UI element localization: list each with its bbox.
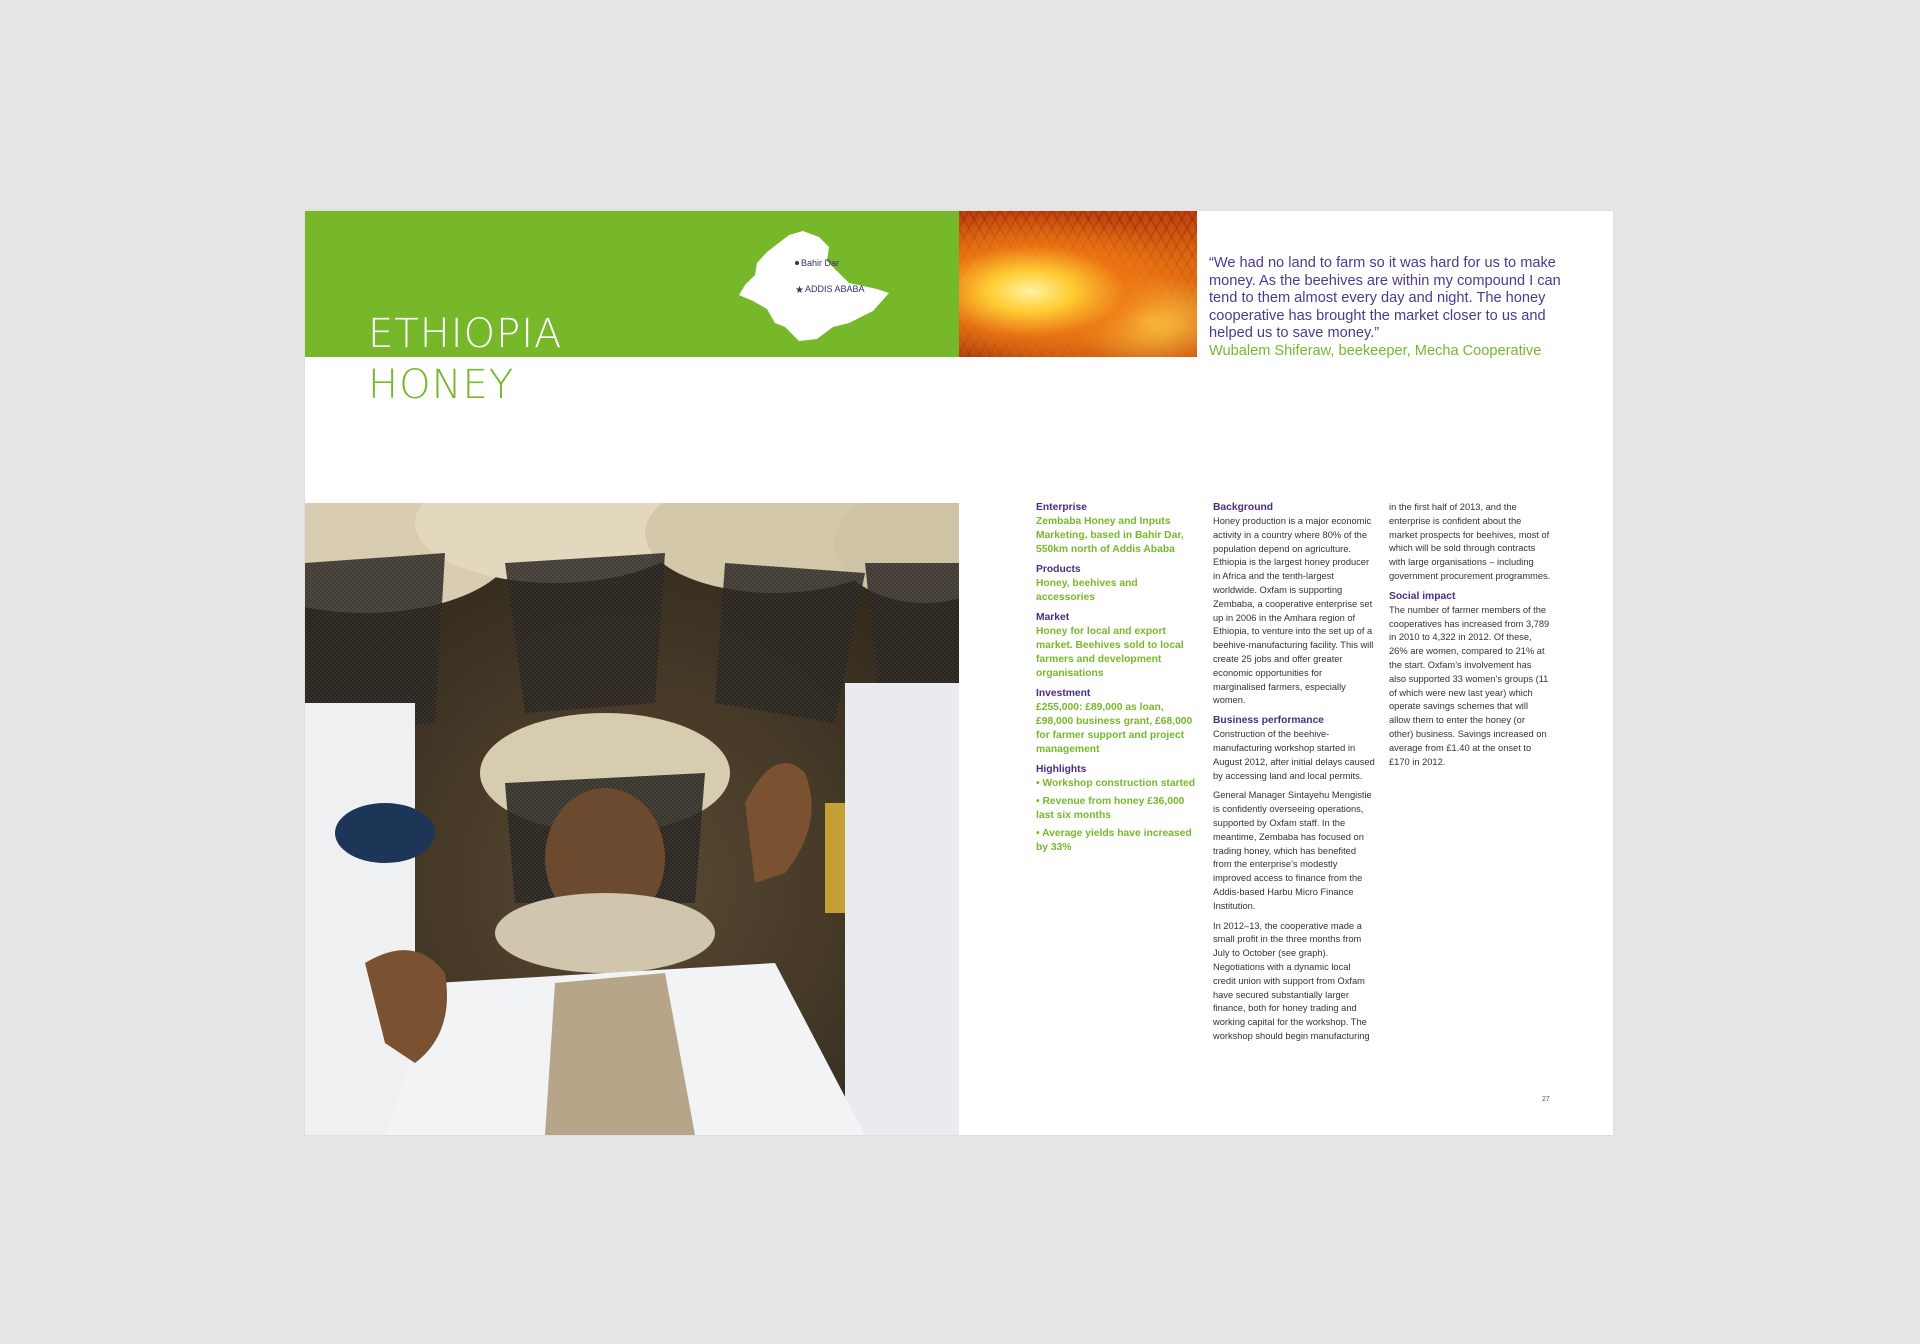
brochure-spread [305, 211, 1613, 1135]
performance-paragraph: General Manager Sintayehu Mengistie is confidently overseeing operations, supported by Oxfam staff. In the meantime, Zembaba has focused on trading honey, which has benefited from the enterprise’s modestly improved access to finance from the Addis-based Harbu Micro Finance Institution. [1213, 790, 1372, 911]
enterprise-heading: Enterprise [1036, 502, 1087, 513]
bahir-dar-dot-icon [795, 261, 799, 265]
highlight-item: • Revenue from honey £36,000 last six months [1036, 796, 1185, 821]
products-text: Honey, beehives and accessories [1036, 578, 1138, 603]
body-column-1 [1213, 501, 1375, 1050]
investment-heading: Investment [1036, 688, 1091, 699]
quote-text: “We had no land to farm so it was hard for us to make money. As the beehives are within my compound I can tend to them almost every day and night. The honey cooperative has brought the market closer to us and helped us to save money.” [1209, 255, 1561, 342]
market-text: Honey for local and export market. Beehives sold to local farmers and development organisations [1036, 626, 1184, 679]
quote-attribution: Wubalem Shiferaw, beekeeper, Mecha Cooperative [1209, 342, 1542, 359]
investment-text: £255,000: £89,000 as loan, £98,000 business grant, £68,000 for farmer support and project management [1036, 702, 1193, 755]
title-product: HONEY [368, 362, 515, 408]
background-text: Honey production is a major economic activity in a country where 80% of the population depend on agriculture. Ethiopia is the largest honey producer in Africa and the tenth-largest worldwide. Oxfam is supporting Zembaba, a cooperative enterprise set up in 2006 in the Amhara region of Ethiopia, to venture into the set up of a beehive-manufacturing facility. This will create 25 jobs and offer greater economic opportunities for marginalised farmers, especially women. [1213, 516, 1374, 706]
pull-quote [1209, 255, 1579, 361]
performance-paragraph: Construction of the beehive-manufacturing workshop started in August 2012, after initial delays caused by accessing land and local permits. [1213, 729, 1375, 781]
map-label-addis-ababa: ADDIS ABABA [805, 284, 865, 294]
beekeepers-photo [305, 503, 959, 1135]
title-country: ETHIOPIA [368, 311, 563, 357]
enterprise-text: Zembaba Honey and Inputs Marketing, based in Bahir Dar, 550km north of Addis Ababa [1036, 516, 1184, 555]
page-number: 27 [1542, 1096, 1550, 1103]
continued-text: in the first half of 2013, and the enterprise is confident about the market prospects for beehives, most of which will be sold through contracts with large organisations – including government procurement programmes. [1389, 502, 1551, 581]
capital-star-icon: ★ [795, 285, 804, 296]
map-label-bahir-dar: Bahir Dar [801, 258, 840, 268]
impact-text: The number of farmer members of the cooperatives has increased from 3,789 in 2010 to 4,322 in 2012. Of these, 26% are women, compared to 21% at the start. Oxfam’s involvement has also supported 33 women’s groups (11 of which were new last year) which operate savings schemes that will allow them to enter the honey (or other) business. Savings increased on average from £1.40 at the onset to £170 in 2012. [1389, 604, 1550, 767]
honeycomb-photo [959, 211, 1197, 357]
body-column-2 [1389, 501, 1551, 775]
highlights-heading: Highlights [1036, 764, 1087, 775]
page-title [368, 309, 562, 411]
highlight-item: • Workshop construction started [1036, 778, 1196, 789]
highlight-item: • Average yields have increased by 33% [1036, 828, 1192, 853]
performance-heading: Business performance [1213, 715, 1325, 727]
impact-heading: Social impact [1389, 590, 1456, 602]
performance-paragraph: In 2012–13, the cooperative made a small profit in the three months from July to October (see graph). Negotiations with a dynamic local credit union with support from Oxfam have secured substantially larger finance, both for honey trading and working capital for the workshop. The workshop should begin manufacturing [1213, 920, 1370, 1041]
facts-column [1036, 501, 1196, 859]
market-heading: Market [1036, 612, 1070, 623]
ethiopia-map [737, 227, 897, 347]
products-heading: Products [1036, 564, 1081, 575]
background-heading: Background [1213, 502, 1274, 513]
